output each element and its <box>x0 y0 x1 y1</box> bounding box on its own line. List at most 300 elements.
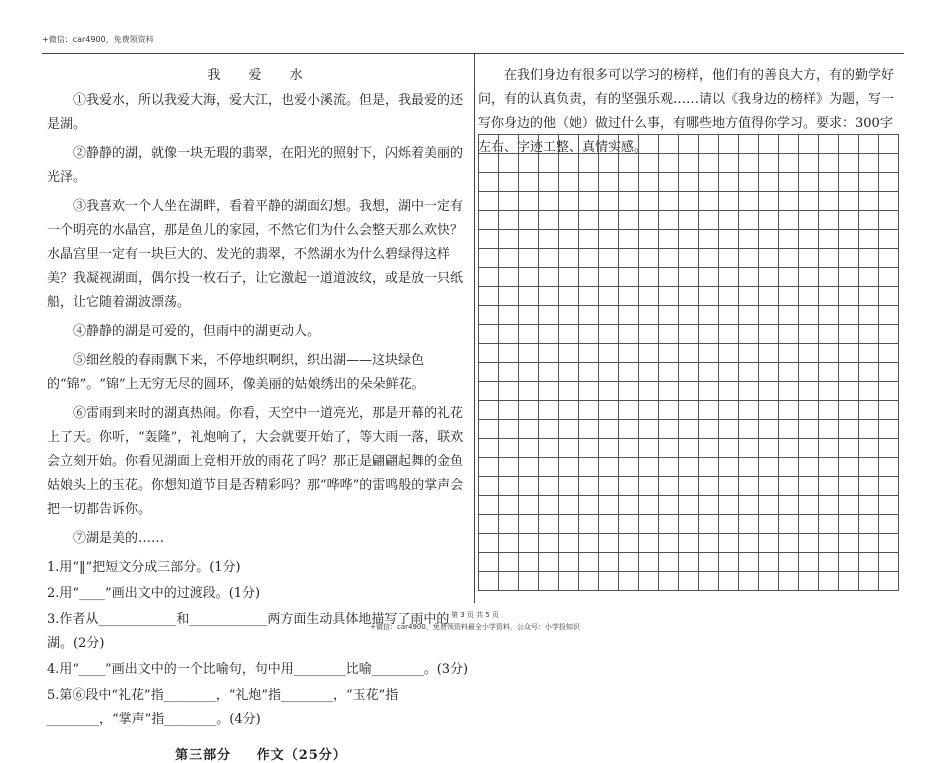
grid-cell[interactable] <box>479 401 499 420</box>
grid-cell[interactable] <box>499 572 519 591</box>
grid-cell[interactable] <box>539 572 559 591</box>
grid-cell[interactable] <box>499 154 519 173</box>
grid-cell[interactable] <box>519 553 539 572</box>
grid-cell[interactable] <box>839 572 859 591</box>
grid-cell[interactable] <box>599 268 619 287</box>
grid-cell[interactable] <box>599 363 619 382</box>
grid-cell[interactable] <box>859 211 879 230</box>
grid-cell[interactable] <box>659 572 679 591</box>
grid-cell[interactable] <box>659 382 679 401</box>
grid-cell[interactable] <box>499 325 519 344</box>
grid-cell[interactable] <box>679 496 699 515</box>
grid-cell[interactable] <box>799 173 819 192</box>
grid-cell[interactable] <box>859 458 879 477</box>
grid-cell[interactable] <box>759 344 779 363</box>
grid-cell[interactable] <box>499 534 519 553</box>
grid-cell[interactable] <box>719 344 739 363</box>
grid-cell[interactable] <box>839 249 859 268</box>
grid-cell[interactable] <box>619 249 639 268</box>
grid-cell[interactable] <box>719 363 739 382</box>
grid-cell[interactable] <box>479 306 499 325</box>
grid-cell[interactable] <box>759 439 779 458</box>
grid-cell[interactable] <box>479 439 499 458</box>
grid-cell[interactable] <box>819 287 839 306</box>
grid-cell[interactable] <box>479 477 499 496</box>
grid-cell[interactable] <box>839 192 859 211</box>
grid-cell[interactable] <box>819 249 839 268</box>
grid-cell[interactable] <box>839 154 859 173</box>
grid-cell[interactable] <box>699 363 719 382</box>
grid-cell[interactable] <box>719 192 739 211</box>
grid-cell[interactable] <box>519 363 539 382</box>
grid-cell[interactable] <box>779 325 799 344</box>
grid-cell[interactable] <box>499 382 519 401</box>
grid-cell[interactable] <box>599 325 619 344</box>
grid-cell[interactable] <box>679 287 699 306</box>
grid-cell[interactable] <box>859 382 879 401</box>
grid-cell[interactable] <box>839 420 859 439</box>
grid-cell[interactable] <box>739 363 759 382</box>
essay-writing-grid[interactable] <box>478 134 899 591</box>
grid-cell[interactable] <box>819 534 839 553</box>
grid-cell[interactable] <box>599 344 619 363</box>
grid-cell[interactable] <box>839 458 859 477</box>
grid-cell[interactable] <box>679 249 699 268</box>
grid-cell[interactable] <box>579 230 599 249</box>
grid-cell[interactable] <box>839 496 859 515</box>
grid-cell[interactable] <box>739 515 759 534</box>
grid-cell[interactable] <box>799 306 819 325</box>
grid-cell[interactable] <box>799 135 819 154</box>
grid-cell[interactable] <box>559 553 579 572</box>
grid-cell[interactable] <box>759 230 779 249</box>
grid-cell[interactable] <box>739 458 759 477</box>
grid-cell[interactable] <box>559 401 579 420</box>
grid-cell[interactable] <box>559 458 579 477</box>
grid-cell[interactable] <box>759 325 779 344</box>
grid-cell[interactable] <box>619 230 639 249</box>
grid-cell[interactable] <box>779 382 799 401</box>
grid-cell[interactable] <box>699 325 719 344</box>
grid-cell[interactable] <box>519 344 539 363</box>
grid-cell[interactable] <box>639 211 659 230</box>
grid-cell[interactable] <box>879 211 899 230</box>
grid-cell[interactable] <box>519 382 539 401</box>
grid-cell[interactable] <box>639 420 659 439</box>
grid-cell[interactable] <box>639 325 659 344</box>
grid-cell[interactable] <box>599 249 619 268</box>
grid-cell[interactable] <box>559 420 579 439</box>
grid-cell[interactable] <box>779 458 799 477</box>
grid-cell[interactable] <box>859 496 879 515</box>
grid-cell[interactable] <box>779 496 799 515</box>
grid-cell[interactable] <box>799 325 819 344</box>
grid-cell[interactable] <box>819 211 839 230</box>
grid-cell[interactable] <box>619 154 639 173</box>
grid-cell[interactable] <box>819 515 839 534</box>
grid-cell[interactable] <box>699 496 719 515</box>
grid-cell[interactable] <box>779 515 799 534</box>
grid-cell[interactable] <box>539 344 559 363</box>
grid-cell[interactable] <box>639 287 659 306</box>
grid-cell[interactable] <box>759 154 779 173</box>
grid-cell[interactable] <box>699 515 719 534</box>
grid-cell[interactable] <box>839 382 859 401</box>
grid-cell[interactable] <box>579 382 599 401</box>
grid-cell[interactable] <box>479 268 499 287</box>
grid-cell[interactable] <box>579 420 599 439</box>
grid-cell[interactable] <box>739 572 759 591</box>
grid-cell[interactable] <box>779 287 799 306</box>
grid-cell[interactable] <box>739 439 759 458</box>
grid-cell[interactable] <box>839 515 859 534</box>
grid-cell[interactable] <box>859 344 879 363</box>
grid-cell[interactable] <box>599 287 619 306</box>
grid-cell[interactable] <box>819 192 839 211</box>
grid-cell[interactable] <box>559 344 579 363</box>
grid-cell[interactable] <box>699 230 719 249</box>
grid-cell[interactable] <box>719 135 739 154</box>
grid-cell[interactable] <box>539 135 559 154</box>
grid-cell[interactable] <box>539 154 559 173</box>
grid-cell[interactable] <box>699 420 719 439</box>
grid-cell[interactable] <box>699 287 719 306</box>
grid-cell[interactable] <box>539 268 559 287</box>
grid-cell[interactable] <box>479 230 499 249</box>
grid-cell[interactable] <box>779 477 799 496</box>
grid-cell[interactable] <box>599 154 619 173</box>
grid-cell[interactable] <box>719 306 739 325</box>
grid-cell[interactable] <box>839 363 859 382</box>
grid-cell[interactable] <box>719 230 739 249</box>
grid-cell[interactable] <box>639 249 659 268</box>
grid-cell[interactable] <box>739 249 759 268</box>
grid-cell[interactable] <box>519 230 539 249</box>
grid-cell[interactable] <box>879 173 899 192</box>
grid-cell[interactable] <box>599 534 619 553</box>
grid-cell[interactable] <box>699 135 719 154</box>
grid-cell[interactable] <box>739 192 759 211</box>
grid-cell[interactable] <box>839 287 859 306</box>
grid-cell[interactable] <box>619 135 639 154</box>
grid-cell[interactable] <box>739 553 759 572</box>
grid-cell[interactable] <box>599 173 619 192</box>
grid-cell[interactable] <box>679 268 699 287</box>
grid-cell[interactable] <box>759 553 779 572</box>
grid-cell[interactable] <box>819 268 839 287</box>
grid-cell[interactable] <box>699 572 719 591</box>
grid-cell[interactable] <box>879 363 899 382</box>
grid-cell[interactable] <box>659 249 679 268</box>
grid-cell[interactable] <box>659 477 679 496</box>
grid-cell[interactable] <box>679 154 699 173</box>
grid-cell[interactable] <box>839 534 859 553</box>
grid-cell[interactable] <box>719 173 739 192</box>
grid-cell[interactable] <box>539 553 559 572</box>
grid-cell[interactable] <box>519 401 539 420</box>
grid-cell[interactable] <box>479 211 499 230</box>
grid-cell[interactable] <box>579 268 599 287</box>
grid-cell[interactable] <box>779 363 799 382</box>
grid-cell[interactable] <box>739 230 759 249</box>
grid-cell[interactable] <box>799 534 819 553</box>
grid-cell[interactable] <box>599 477 619 496</box>
grid-cell[interactable] <box>499 477 519 496</box>
grid-cell[interactable] <box>759 192 779 211</box>
grid-cell[interactable] <box>559 268 579 287</box>
grid-cell[interactable] <box>879 534 899 553</box>
grid-cell[interactable] <box>759 173 779 192</box>
grid-cell[interactable] <box>779 420 799 439</box>
grid-cell[interactable] <box>779 553 799 572</box>
grid-cell[interactable] <box>799 458 819 477</box>
grid-cell[interactable] <box>839 306 859 325</box>
grid-cell[interactable] <box>659 268 679 287</box>
grid-cell[interactable] <box>879 515 899 534</box>
grid-cell[interactable] <box>739 382 759 401</box>
grid-cell[interactable] <box>879 249 899 268</box>
grid-cell[interactable] <box>739 211 759 230</box>
grid-cell[interactable] <box>519 154 539 173</box>
grid-cell[interactable] <box>799 496 819 515</box>
grid-cell[interactable] <box>719 515 739 534</box>
grid-cell[interactable] <box>559 439 579 458</box>
grid-cell[interactable] <box>659 135 679 154</box>
grid-cell[interactable] <box>679 382 699 401</box>
grid-cell[interactable] <box>619 420 639 439</box>
grid-cell[interactable] <box>699 249 719 268</box>
grid-cell[interactable] <box>619 477 639 496</box>
grid-cell[interactable] <box>559 287 579 306</box>
grid-cell[interactable] <box>719 325 739 344</box>
grid-cell[interactable] <box>659 325 679 344</box>
grid-cell[interactable] <box>519 515 539 534</box>
grid-cell[interactable] <box>499 363 519 382</box>
grid-cell[interactable] <box>479 325 499 344</box>
grid-cell[interactable] <box>659 363 679 382</box>
grid-cell[interactable] <box>799 192 819 211</box>
grid-cell[interactable] <box>579 249 599 268</box>
grid-cell[interactable] <box>819 344 839 363</box>
grid-cell[interactable] <box>859 401 879 420</box>
grid-cell[interactable] <box>659 211 679 230</box>
grid-cell[interactable] <box>859 553 879 572</box>
grid-cell[interactable] <box>519 439 539 458</box>
grid-cell[interactable] <box>499 135 519 154</box>
grid-cell[interactable] <box>679 439 699 458</box>
grid-cell[interactable] <box>679 401 699 420</box>
grid-cell[interactable] <box>579 363 599 382</box>
grid-cell[interactable] <box>699 154 719 173</box>
grid-cell[interactable] <box>659 458 679 477</box>
grid-cell[interactable] <box>539 306 559 325</box>
grid-cell[interactable] <box>579 458 599 477</box>
grid-cell[interactable] <box>839 325 859 344</box>
grid-cell[interactable] <box>619 553 639 572</box>
grid-cell[interactable] <box>879 325 899 344</box>
grid-cell[interactable] <box>679 363 699 382</box>
grid-cell[interactable] <box>679 173 699 192</box>
grid-cell[interactable] <box>799 477 819 496</box>
grid-cell[interactable] <box>859 572 879 591</box>
grid-cell[interactable] <box>859 154 879 173</box>
grid-cell[interactable] <box>579 515 599 534</box>
grid-cell[interactable] <box>659 230 679 249</box>
grid-cell[interactable] <box>519 192 539 211</box>
grid-cell[interactable] <box>799 268 819 287</box>
grid-cell[interactable] <box>879 458 899 477</box>
grid-cell[interactable] <box>679 553 699 572</box>
grid-cell[interactable] <box>699 382 719 401</box>
grid-cell[interactable] <box>479 249 499 268</box>
grid-cell[interactable] <box>779 344 799 363</box>
grid-cell[interactable] <box>879 439 899 458</box>
grid-cell[interactable] <box>559 211 579 230</box>
grid-cell[interactable] <box>619 173 639 192</box>
grid-cell[interactable] <box>539 382 559 401</box>
grid-cell[interactable] <box>579 325 599 344</box>
grid-cell[interactable] <box>879 420 899 439</box>
grid-cell[interactable] <box>879 192 899 211</box>
grid-cell[interactable] <box>639 268 659 287</box>
grid-cell[interactable] <box>779 306 799 325</box>
grid-cell[interactable] <box>879 154 899 173</box>
grid-cell[interactable] <box>579 344 599 363</box>
grid-cell[interactable] <box>719 382 739 401</box>
grid-cell[interactable] <box>779 211 799 230</box>
grid-cell[interactable] <box>639 572 659 591</box>
grid-cell[interactable] <box>659 496 679 515</box>
grid-cell[interactable] <box>559 534 579 553</box>
grid-cell[interactable] <box>819 363 839 382</box>
grid-cell[interactable] <box>819 325 839 344</box>
grid-cell[interactable] <box>879 287 899 306</box>
grid-cell[interactable] <box>719 534 739 553</box>
grid-cell[interactable] <box>799 344 819 363</box>
grid-cell[interactable] <box>579 572 599 591</box>
grid-cell[interactable] <box>639 553 659 572</box>
grid-cell[interactable] <box>639 496 659 515</box>
grid-cell[interactable] <box>679 325 699 344</box>
grid-cell[interactable] <box>819 154 839 173</box>
grid-cell[interactable] <box>879 401 899 420</box>
grid-cell[interactable] <box>819 382 839 401</box>
grid-cell[interactable] <box>579 306 599 325</box>
grid-cell[interactable] <box>639 154 659 173</box>
grid-cell[interactable] <box>759 401 779 420</box>
grid-cell[interactable] <box>579 496 599 515</box>
grid-cell[interactable] <box>639 135 659 154</box>
grid-cell[interactable] <box>739 268 759 287</box>
grid-cell[interactable] <box>679 230 699 249</box>
grid-cell[interactable] <box>479 534 499 553</box>
grid-cell[interactable] <box>499 344 519 363</box>
grid-cell[interactable] <box>579 477 599 496</box>
grid-cell[interactable] <box>719 420 739 439</box>
grid-cell[interactable] <box>559 249 579 268</box>
grid-cell[interactable] <box>719 154 739 173</box>
grid-cell[interactable] <box>679 458 699 477</box>
grid-cell[interactable] <box>639 173 659 192</box>
grid-cell[interactable] <box>579 135 599 154</box>
grid-cell[interactable] <box>719 287 739 306</box>
grid-cell[interactable] <box>619 268 639 287</box>
grid-cell[interactable] <box>679 420 699 439</box>
grid-cell[interactable] <box>879 230 899 249</box>
grid-cell[interactable] <box>679 477 699 496</box>
grid-cell[interactable] <box>699 553 719 572</box>
grid-cell[interactable] <box>599 306 619 325</box>
grid-cell[interactable] <box>599 515 619 534</box>
grid-cell[interactable] <box>539 363 559 382</box>
grid-cell[interactable] <box>699 268 719 287</box>
grid-cell[interactable] <box>719 477 739 496</box>
grid-cell[interactable] <box>619 439 639 458</box>
grid-cell[interactable] <box>479 553 499 572</box>
grid-cell[interactable] <box>639 458 659 477</box>
grid-cell[interactable] <box>519 135 539 154</box>
grid-cell[interactable] <box>539 458 559 477</box>
grid-cell[interactable] <box>859 515 879 534</box>
grid-cell[interactable] <box>539 439 559 458</box>
grid-cell[interactable] <box>579 401 599 420</box>
grid-cell[interactable] <box>819 477 839 496</box>
grid-cell[interactable] <box>479 382 499 401</box>
grid-cell[interactable] <box>659 534 679 553</box>
grid-cell[interactable] <box>739 344 759 363</box>
grid-cell[interactable] <box>499 230 519 249</box>
grid-cell[interactable] <box>859 439 879 458</box>
grid-cell[interactable] <box>479 420 499 439</box>
grid-cell[interactable] <box>519 496 539 515</box>
grid-cell[interactable] <box>879 382 899 401</box>
grid-cell[interactable] <box>819 401 839 420</box>
grid-cell[interactable] <box>799 211 819 230</box>
grid-cell[interactable] <box>879 344 899 363</box>
grid-cell[interactable] <box>759 211 779 230</box>
grid-cell[interactable] <box>759 420 779 439</box>
grid-cell[interactable] <box>619 458 639 477</box>
grid-cell[interactable] <box>839 477 859 496</box>
grid-cell[interactable] <box>479 154 499 173</box>
grid-cell[interactable] <box>499 458 519 477</box>
grid-cell[interactable] <box>619 363 639 382</box>
grid-cell[interactable] <box>519 458 539 477</box>
grid-cell[interactable] <box>699 211 719 230</box>
grid-cell[interactable] <box>639 306 659 325</box>
grid-cell[interactable] <box>719 249 739 268</box>
grid-cell[interactable] <box>859 230 879 249</box>
grid-cell[interactable] <box>619 287 639 306</box>
grid-cell[interactable] <box>599 439 619 458</box>
grid-cell[interactable] <box>719 439 739 458</box>
grid-cell[interactable] <box>479 572 499 591</box>
grid-cell[interactable] <box>659 515 679 534</box>
grid-cell[interactable] <box>779 534 799 553</box>
grid-cell[interactable] <box>599 553 619 572</box>
grid-cell[interactable] <box>539 401 559 420</box>
grid-cell[interactable] <box>819 173 839 192</box>
grid-cell[interactable] <box>739 306 759 325</box>
grid-cell[interactable] <box>859 135 879 154</box>
grid-cell[interactable] <box>759 363 779 382</box>
grid-cell[interactable] <box>679 344 699 363</box>
grid-cell[interactable] <box>719 553 739 572</box>
grid-cell[interactable] <box>499 553 519 572</box>
grid-cell[interactable] <box>839 211 859 230</box>
grid-cell[interactable] <box>859 268 879 287</box>
grid-cell[interactable] <box>699 439 719 458</box>
